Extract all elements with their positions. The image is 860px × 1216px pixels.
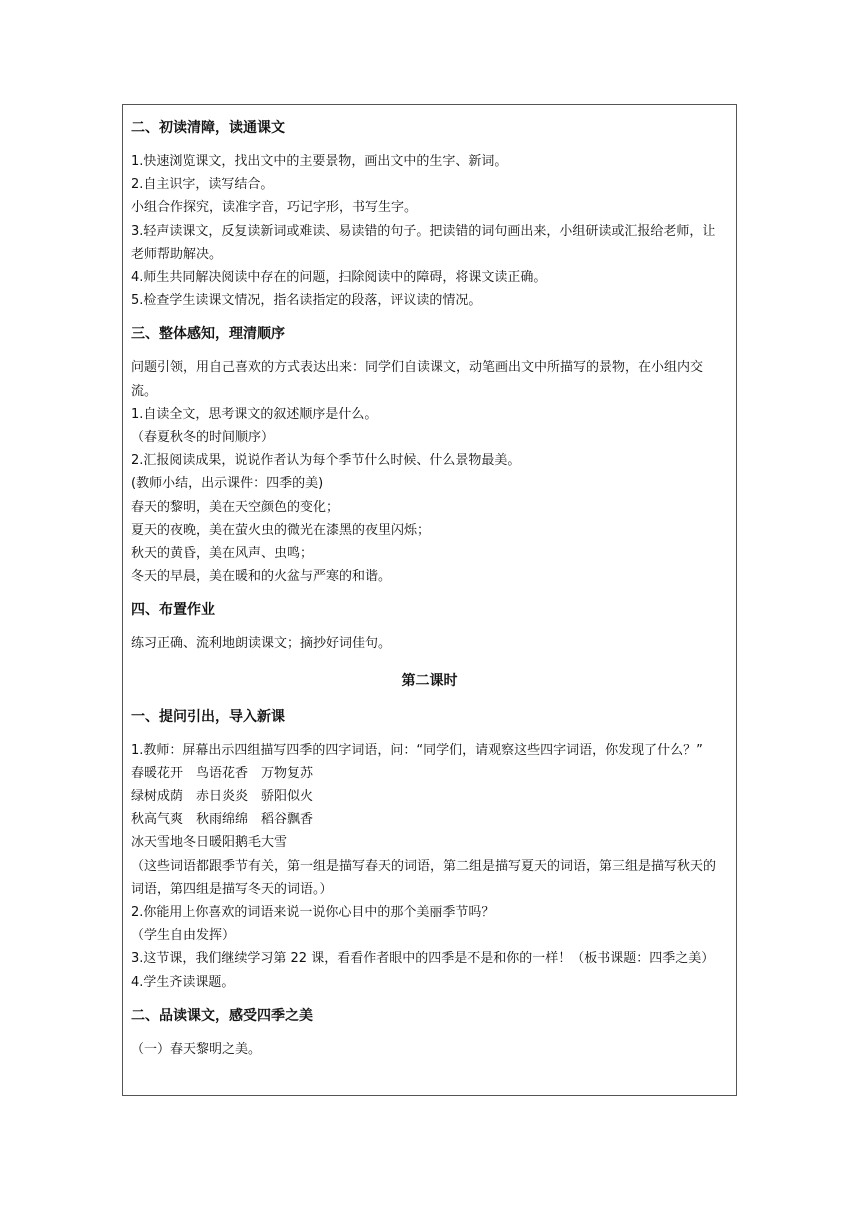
paragraph: 2.自主识字，读写结合。	[131, 177, 274, 193]
paragraph: 3.轻声读课文，反复读新词或难读、易读错的句子。把读错的词句画出来，小组研读或汇报给老师，让老师帮助解决。	[131, 223, 716, 262]
section-heading-first-reading: 二、初读清障，读通课文	[131, 120, 285, 136]
paragraph: (教师小结，出示课件：四季的美)	[131, 476, 324, 492]
paragraph: 春天的黎明，美在天空颜色的变化；	[131, 499, 340, 515]
paragraph: 冬天的早晨，美在暖和的火盆与严寒的和谐。	[131, 569, 392, 585]
paragraph: 2.汇报阅读成果，说说作者认为每个季节什么时候、什么景物最美。	[131, 453, 521, 469]
lesson-plan-table-cell	[122, 104, 737, 1096]
paragraph: 练习正确、流利地朗读课文；摘抄好词佳句。	[131, 636, 392, 652]
paragraph: 5.检查学生读课文情况，指名读指定的段落，评议读的情况。	[131, 293, 482, 309]
paragraph: 春暖花开 鸟语花香 万物复苏	[131, 765, 314, 781]
paragraph: 3.这节课，我们继续学习第 22 课，看看作者眼中的四季是不是和你的一样！（板书课题：四季之美）	[131, 951, 715, 967]
paragraph: 秋高气爽 秋雨绵绵 稻谷飘香	[131, 812, 314, 828]
paragraph: （这些词语都跟季节有关，第一组是描写春天的词语，第二组是描写夏天的词语，第三组是描写秋天的词语，第四组是描写冬天的词语。）	[131, 858, 717, 897]
paragraph: 夏天的夜晚，美在萤火虫的微光在漆黑的夜里闪烁；	[131, 522, 431, 538]
paragraph: 秋天的黄昏，美在风声、虫鸣；	[131, 546, 314, 562]
paragraph: 冰天雪地冬日暖阳鹅毛大雪	[131, 835, 288, 851]
paragraph: 小组合作探究，读准字音，巧记字形，书写生字。	[131, 200, 418, 216]
paragraph: 1.快速浏览课文，找出文中的主要景物，画出文中的生字、新词。	[131, 154, 508, 169]
paragraph: 4.学生齐读课题。	[131, 974, 235, 990]
section-heading-introduction: 一、提问引出，导入新课	[131, 708, 285, 725]
paragraph: 2.你能用上你喜欢的词语来说一说你心目中的那个美丽季节吗？	[131, 905, 495, 921]
section-heading-close-reading: 二、品读课文，感受四季之美	[131, 1007, 313, 1024]
paragraph: 1.自读全文，思考课文的叙述顺序是什么。	[131, 406, 378, 422]
paragraph: （学生自由发挥）	[131, 928, 236, 944]
paragraph: 4.师生共同解决阅读中存在的问题，扫除阅读中的障碍，将课文读正确。	[131, 270, 547, 286]
lesson-plan-content	[131, 117, 728, 1061]
paragraph: （春夏秋冬的时间顺序）	[131, 430, 275, 446]
paragraph: 问题引领，用自己喜欢的方式表达出来：同学们自读课文，动笔画出文中所描写的景物，在小组内交流。	[131, 360, 704, 399]
section-heading-homework: 四、布置作业	[131, 602, 215, 619]
paragraph: 绿树成荫 赤日炎炎 骄阳似火	[131, 789, 314, 805]
paragraph: （一）春天黎明之美。	[131, 1041, 262, 1057]
paragraph: 1.教师：屏幕出示四组描写四季的四字词语，问：“同学们，请观察这些四字词语，你发现了什么？”	[131, 742, 703, 758]
lesson-two-title: 第二课时	[401, 672, 458, 689]
section-heading-overall-perception: 三、整体感知，理清顺序	[131, 326, 285, 343]
